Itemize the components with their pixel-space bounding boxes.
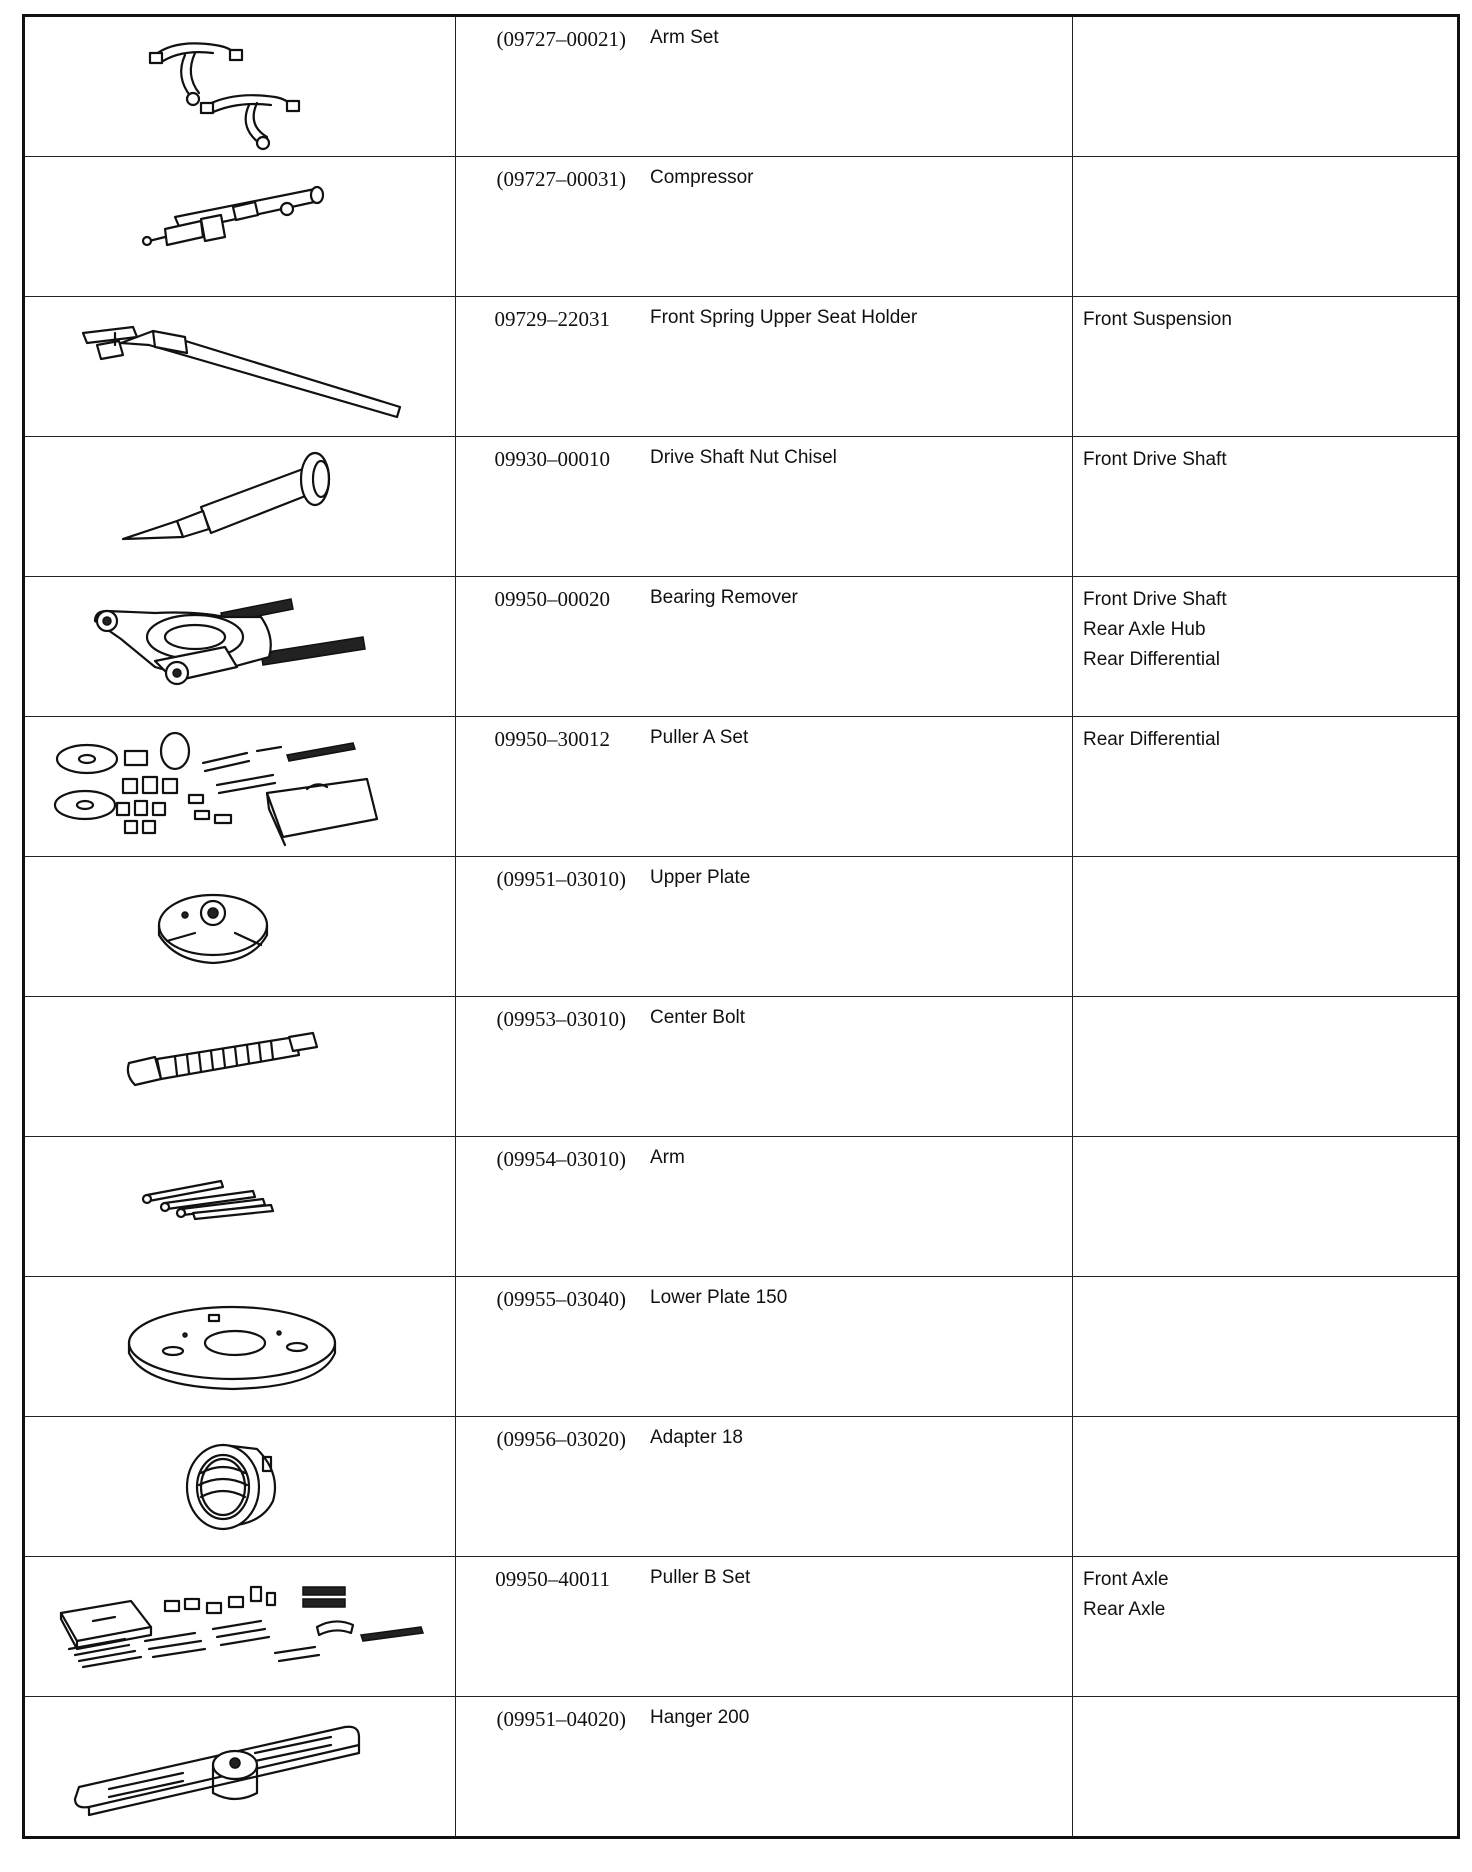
tool-info-cell bbox=[456, 1417, 1073, 1557]
usage-cell bbox=[1073, 297, 1459, 437]
tool-name: Adapter 18 bbox=[650, 1427, 743, 1448]
tool-name: Drive Shaft Nut Chisel bbox=[650, 447, 837, 468]
tool-illustration-cell bbox=[24, 997, 456, 1137]
tool-name: Upper Plate bbox=[650, 867, 751, 888]
usage-cell bbox=[1073, 1277, 1459, 1417]
usage-item: Front Drive Shaft bbox=[1083, 589, 1227, 610]
table-row bbox=[24, 997, 1459, 1137]
part-number: 09950–30012 bbox=[494, 727, 610, 751]
usage-item: Rear Differential bbox=[1083, 729, 1220, 750]
usage-cell bbox=[1073, 857, 1459, 997]
part-number: (09953–03010) bbox=[496, 1007, 626, 1031]
tool-illustration-cell bbox=[24, 437, 456, 577]
table-row bbox=[24, 297, 1459, 437]
usage-cell bbox=[1073, 157, 1459, 297]
part-number: (09955–03040) bbox=[496, 1287, 626, 1311]
usage-item: Front Drive Shaft bbox=[1083, 449, 1227, 470]
tool-illustration-cell bbox=[24, 857, 456, 997]
usage-cell bbox=[1073, 1697, 1459, 1838]
part-number: (09956–03020) bbox=[496, 1427, 626, 1451]
part-number: (09954–03010) bbox=[496, 1147, 626, 1171]
tool-illustration-cell bbox=[24, 717, 456, 857]
tool-name: Bearing Remover bbox=[650, 587, 798, 608]
usage-cell bbox=[1073, 437, 1459, 577]
lower-plate-icon bbox=[25, 1277, 455, 1416]
special-service-tools-page bbox=[22, 14, 1452, 1848]
tool-info-cell bbox=[456, 997, 1073, 1137]
tool-info-cell bbox=[456, 717, 1073, 857]
usage-cell bbox=[1073, 16, 1459, 157]
usage-item: Rear Axle bbox=[1083, 1599, 1166, 1620]
table-row bbox=[24, 1137, 1459, 1277]
usage-cell bbox=[1073, 577, 1459, 717]
seat-holder-icon bbox=[25, 297, 455, 436]
tool-illustration-cell bbox=[24, 16, 456, 157]
tool-name: Center Bolt bbox=[650, 1007, 746, 1028]
tool-info-cell bbox=[456, 1557, 1073, 1697]
tool-info-cell bbox=[456, 577, 1073, 717]
tool-name: Hanger 200 bbox=[650, 1707, 750, 1728]
usage-item: Rear Differential bbox=[1083, 649, 1220, 670]
tool-info-cell bbox=[456, 157, 1073, 297]
bearing-remover-icon bbox=[25, 577, 455, 716]
table-row bbox=[24, 1557, 1459, 1697]
table-row bbox=[24, 16, 1459, 157]
usage-cell bbox=[1073, 717, 1459, 857]
tool-info-cell bbox=[456, 437, 1073, 577]
table-row bbox=[24, 577, 1459, 717]
part-number: 09729–22031 bbox=[494, 307, 610, 331]
tool-name: Arm Set bbox=[650, 27, 719, 48]
arm-icon bbox=[25, 1137, 455, 1276]
table-row bbox=[24, 1277, 1459, 1417]
part-number: (09727–00021) bbox=[496, 27, 626, 51]
usage-cell bbox=[1073, 1137, 1459, 1277]
tool-name: Puller B Set bbox=[650, 1567, 751, 1588]
usage-item: Rear Axle Hub bbox=[1083, 619, 1206, 640]
tool-name: Puller A Set bbox=[650, 727, 749, 748]
tool-name: Front Spring Upper Seat Holder bbox=[650, 307, 918, 328]
tool-info-cell bbox=[456, 1697, 1073, 1838]
tool-illustration-cell bbox=[24, 1137, 456, 1277]
puller-b-set-icon bbox=[25, 1557, 455, 1696]
part-number: 09950–40011 bbox=[495, 1567, 610, 1591]
tool-illustration-cell bbox=[24, 1557, 456, 1697]
part-number: 09950–00020 bbox=[494, 587, 610, 611]
tool-info-cell bbox=[456, 297, 1073, 437]
tool-info-cell bbox=[456, 857, 1073, 997]
table-row bbox=[24, 717, 1459, 857]
tool-illustration-cell bbox=[24, 1417, 456, 1557]
tool-illustration-cell bbox=[24, 1277, 456, 1417]
puller-a-set-icon bbox=[25, 717, 455, 856]
part-number: (09727–00031) bbox=[496, 167, 626, 191]
arm-set-icon bbox=[25, 17, 455, 156]
table-row bbox=[24, 437, 1459, 577]
adapter-icon bbox=[25, 1417, 455, 1556]
tool-illustration-cell bbox=[24, 157, 456, 297]
tools-table bbox=[22, 14, 1460, 1839]
part-number: (09951–03010) bbox=[496, 867, 626, 891]
tool-illustration-cell bbox=[24, 297, 456, 437]
tool-info-cell bbox=[456, 16, 1073, 157]
tool-name: Compressor bbox=[650, 167, 754, 188]
tool-name: Lower Plate 150 bbox=[650, 1287, 788, 1308]
usage-cell bbox=[1073, 1417, 1459, 1557]
tool-name: Arm bbox=[650, 1147, 685, 1168]
upper-plate-icon bbox=[25, 857, 455, 996]
tool-info-cell bbox=[456, 1137, 1073, 1277]
tool-info-cell bbox=[456, 1277, 1073, 1417]
compressor-icon bbox=[25, 157, 455, 296]
part-number: 09930–00010 bbox=[494, 447, 610, 471]
table-row bbox=[24, 1697, 1459, 1838]
table-row bbox=[24, 157, 1459, 297]
center-bolt-icon bbox=[25, 997, 455, 1136]
tool-illustration-cell bbox=[24, 577, 456, 717]
usage-item: Front Axle bbox=[1083, 1569, 1169, 1590]
part-number: (09951–04020) bbox=[496, 1707, 626, 1731]
chisel-icon bbox=[25, 437, 455, 576]
usage-cell bbox=[1073, 997, 1459, 1137]
hanger-icon bbox=[25, 1697, 455, 1836]
usage-cell bbox=[1073, 1557, 1459, 1697]
table-row bbox=[24, 1417, 1459, 1557]
usage-item: Front Suspension bbox=[1083, 309, 1232, 330]
tool-illustration-cell bbox=[24, 1697, 456, 1838]
table-row bbox=[24, 857, 1459, 997]
